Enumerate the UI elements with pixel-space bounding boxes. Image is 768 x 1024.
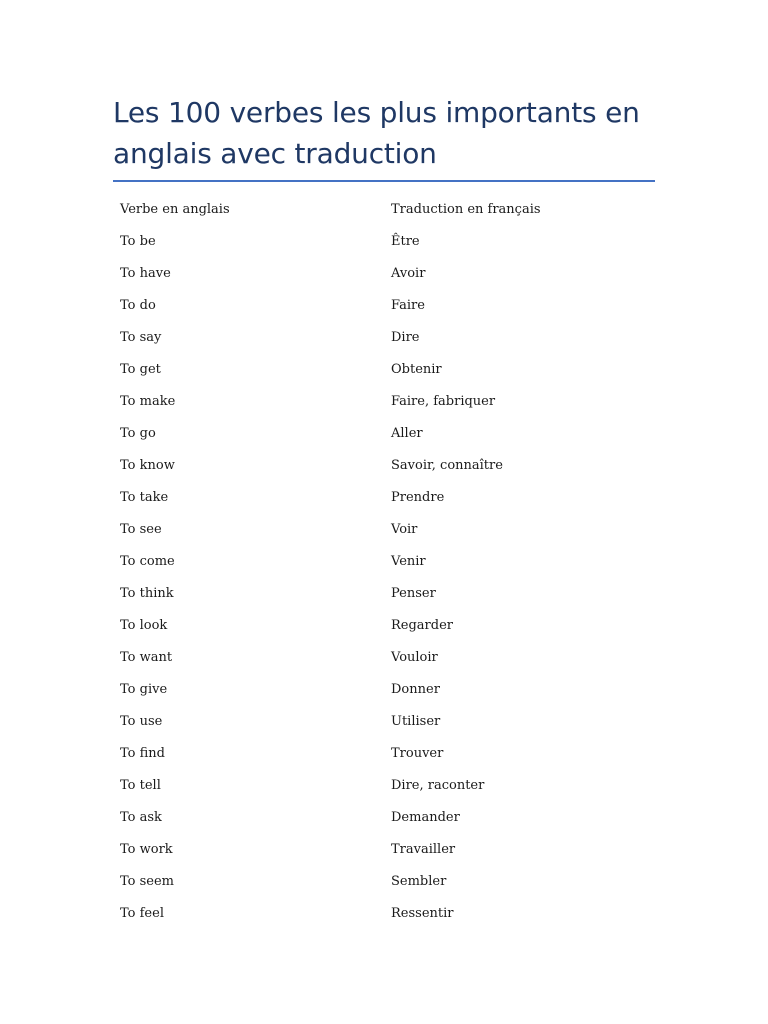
french-translation-cell: Venir [391, 553, 426, 569]
french-translation-cell: Avoir [391, 265, 426, 281]
header-french-translation: Traduction en français [391, 201, 541, 217]
title-underline-rule [113, 180, 655, 182]
english-verb-cell: To take [120, 489, 169, 505]
french-translation-cell: Faire [391, 297, 425, 313]
french-translation-cell: Regarder [391, 617, 453, 633]
english-verb-cell: To have [120, 265, 171, 281]
french-translation-cell: Utiliser [391, 713, 441, 729]
table-row [113, 577, 655, 609]
french-translation-cell: Donner [391, 681, 440, 697]
table-row [113, 801, 655, 833]
french-translation-cell: Dire [391, 329, 420, 345]
english-verb-cell: To tell [120, 777, 161, 793]
french-translation-cell: Demander [391, 809, 460, 825]
table-row [113, 449, 655, 481]
french-translation-cell: Être [391, 233, 420, 249]
table-row [113, 609, 655, 641]
english-verb-cell: To feel [120, 905, 164, 921]
french-translation-cell: Vouloir [391, 649, 438, 665]
page-title: Les 100 verbes les plus importants en anglais avec traduction [113, 96, 640, 170]
table-row [113, 641, 655, 673]
french-translation-cell: Dire, raconter [391, 777, 485, 793]
english-verb-cell: To ask [120, 809, 162, 825]
english-verb-cell: To do [120, 297, 156, 313]
table-row [113, 737, 655, 769]
french-translation-cell: Aller [391, 425, 423, 441]
english-verb-cell: To know [120, 457, 175, 473]
verbs-table [113, 193, 655, 929]
french-translation-cell: Faire, fabriquer [391, 393, 496, 409]
english-verb-cell: To use [120, 713, 163, 729]
table-header-row [113, 193, 655, 225]
french-translation-cell: Ressentir [391, 905, 454, 921]
english-verb-cell: To think [120, 585, 174, 601]
french-translation-cell: Travailler [391, 841, 456, 857]
english-verb-cell: To find [120, 745, 165, 761]
table-row [113, 257, 655, 289]
french-translation-cell: Sembler [391, 873, 447, 889]
table-row [113, 385, 655, 417]
french-translation-cell: Prendre [391, 489, 445, 505]
french-translation-cell: Savoir, connaître [391, 457, 503, 473]
english-verb-cell: To work [120, 841, 173, 857]
table-row [113, 289, 655, 321]
table-row [113, 513, 655, 545]
english-verb-cell: To come [120, 553, 175, 569]
english-verb-cell: To say [120, 329, 162, 345]
table-row [113, 705, 655, 737]
french-translation-cell: Voir [391, 521, 418, 537]
header-english-verb: Verbe en anglais [120, 201, 230, 217]
table-row [113, 225, 655, 257]
table-row [113, 417, 655, 449]
english-verb-cell: To make [120, 393, 176, 409]
table-row [113, 353, 655, 385]
table-row [113, 545, 655, 577]
french-translation-cell: Obtenir [391, 361, 442, 377]
table-row [113, 865, 655, 897]
table-row [113, 833, 655, 865]
table-row [113, 673, 655, 705]
english-verb-cell: To go [120, 425, 156, 441]
english-verb-cell: To see [120, 521, 162, 537]
table-row [113, 897, 655, 929]
table-row [113, 321, 655, 353]
english-verb-cell: To be [120, 233, 156, 249]
french-translation-cell: Trouver [391, 745, 444, 761]
table-row [113, 481, 655, 513]
verbs-table-body [113, 193, 655, 929]
table-row [113, 769, 655, 801]
english-verb-cell: To want [120, 649, 173, 665]
french-translation-cell: Penser [391, 585, 436, 601]
english-verb-cell: To seem [120, 873, 175, 889]
english-verb-cell: To look [120, 617, 168, 633]
english-verb-cell: To get [120, 361, 161, 377]
english-verb-cell: To give [120, 681, 168, 697]
